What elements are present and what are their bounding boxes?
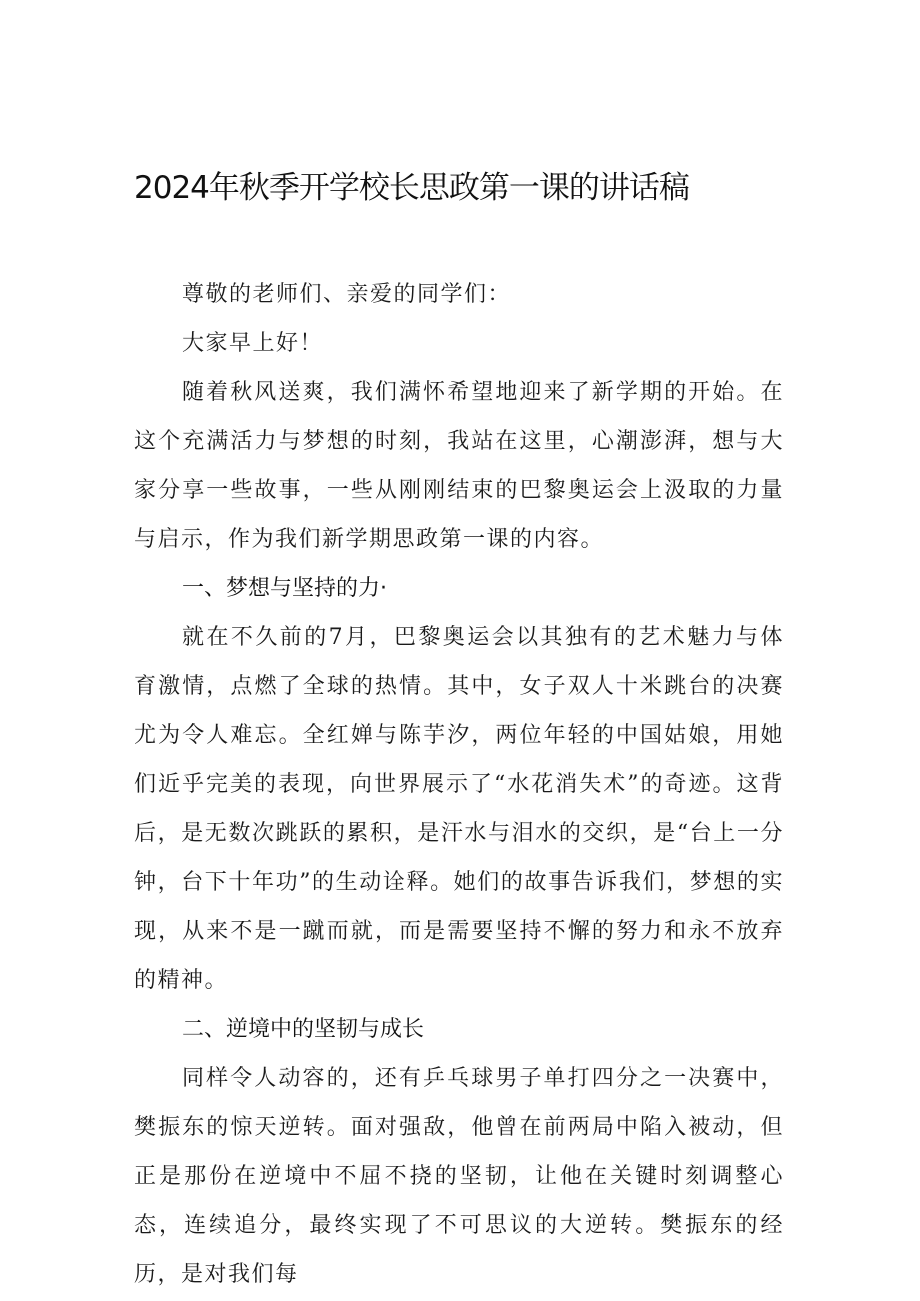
document-body bbox=[134, 270, 784, 1299]
intro-paragraph: 随着秋风送爽，我们满怀希望地迎来了新学期的开始。在这个充满活力与梦想的时刻，我站在这里，心潮澎湃，想与大家分享一些故事，一些从刚刚结束的巴黎奥运会上汲取的力量与启示，作为我们新学期思政第一课的内容。 bbox=[134, 380, 784, 552]
section-2-paragraph: 同样令人动容的，还有乒乓球男子单打四分之一决赛中，樊振东的惊天逆转。面对强敌，他曾在前两局中陷入被动，但正是那份在逆境中不屈不挠的坚韧，让他在关键时刻调整心态，连续追分，最终实现了不可思议的大逆转。樊振东的经历，是对我们每 bbox=[134, 1066, 784, 1287]
section-2-heading: 二、逆境中的坚韧与成长 bbox=[182, 1017, 425, 1042]
greeting: 大家早上好！ bbox=[182, 331, 324, 356]
salutation: 尊敬的老师们、亲爱的同学们： bbox=[182, 282, 512, 307]
document-title: 2024年秋季开学校长思政第一课的讲话稿 bbox=[134, 170, 689, 206]
section-1-heading: 一、梦想与坚持的力· bbox=[182, 576, 387, 601]
section-1-paragraph: 就在不久前的7月，巴黎奥运会以其独有的艺术魅力与体育激情，点燃了全球的热情。其中，女子双人十米跳台的决赛尤为令人难忘。全红婵与陈芋汐，两位年轻的中国姑娘，用她们近乎完美的表现，向世界展示了“水花消失术”的奇迹。这背后，是无数次跳跃的累积，是汗水与泪水的交织，是“台上一分钟，台下十年功”的生动诠释。她们的故事告诉我们，梦想的实现，从来不是一蹴而就，而是需要坚持不懈的努力和永不放弃的精神。 bbox=[134, 625, 784, 993]
